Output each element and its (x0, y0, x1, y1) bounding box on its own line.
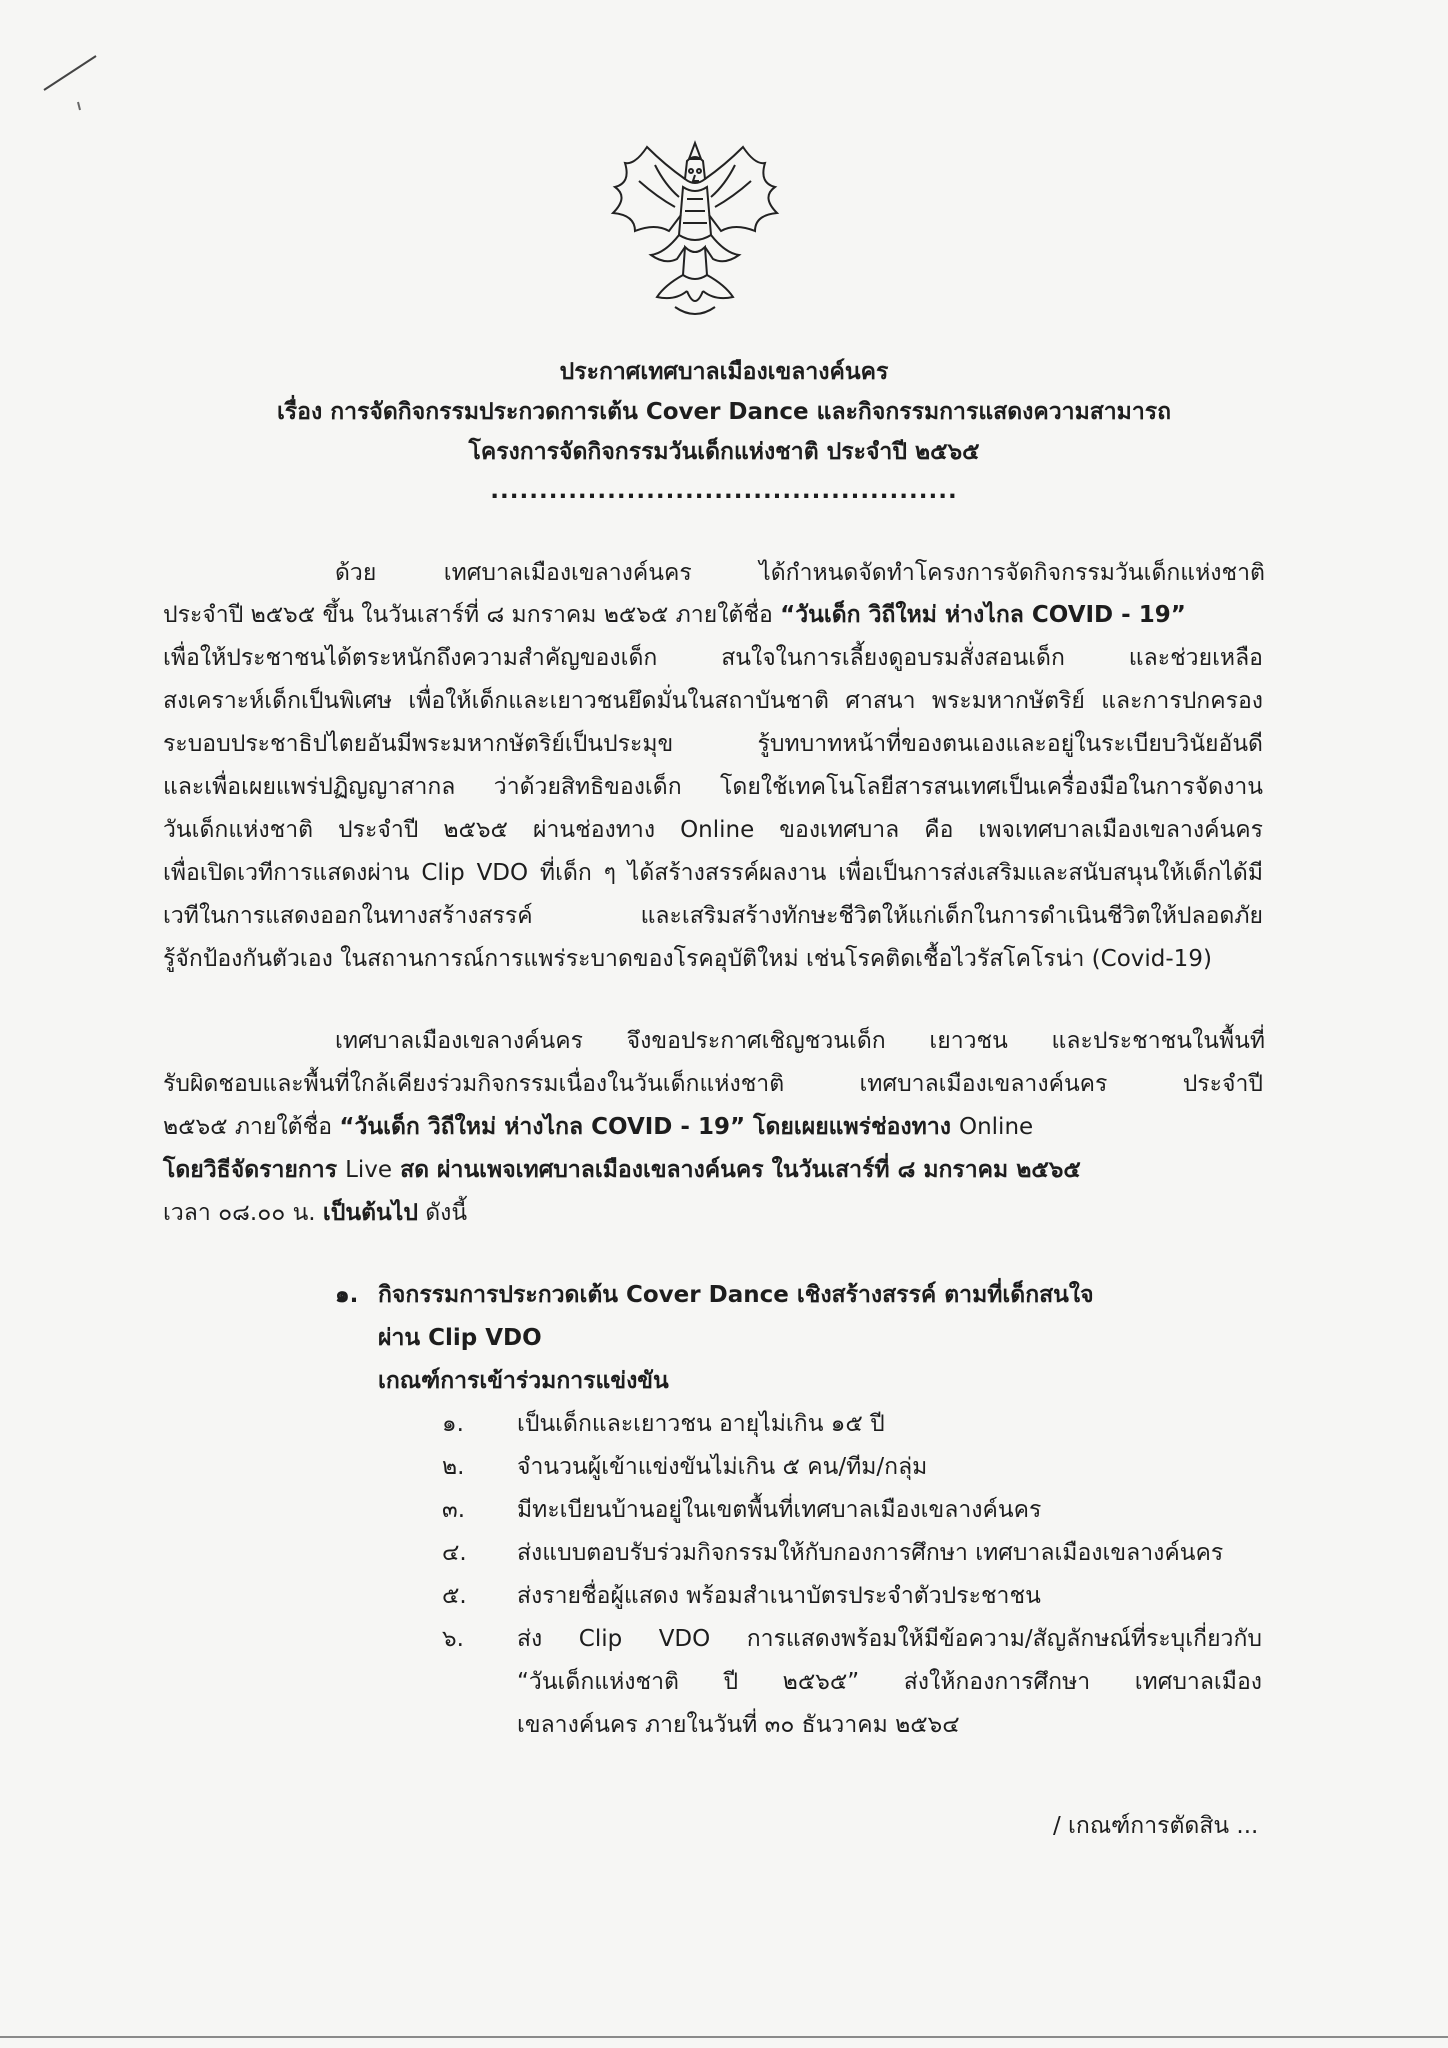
para1-line9: เวทีในการแสดงออกในทางสร้างสรรค์ และเสริมสร้างทักษะชีวิตให้แก่เด็กในการดำเนินชีวิตให้ปลอดภัย (163, 903, 1263, 929)
criteria-item-number: ๑. (442, 1411, 464, 1437)
event-name: “วันเด็ก วิถีใหม่ ห่างไกล COVID - 19” (780, 602, 1186, 628)
para1-line6: และเพื่อเผยแพร่ปฏิญญาสากล ว่าด้วยสิทธิของเด็ก โดยใช้เทคโนโลยีสารสนเทศเป็นเครื่องมือในการจัดงาน (163, 774, 1263, 800)
page-bottom-rule (0, 2036, 1448, 2038)
title-separator: ................................................ (490, 478, 958, 504)
criteria-item: ส่งแบบตอบรับร่วมกิจกรรมให้กับกองการศึกษา เทศบาลเมืองเขลางค์นคร (517, 1540, 1224, 1566)
para1-line2: ประจำปี ๒๕๖๕ ขึ้น ในวันเสาร์ที่ ๘ มกราคม ๒๕๖๕ ภายใต้ชื่อ “วันเด็ก วิถีใหม่ ห่างไกล COVID - 19” (163, 602, 1186, 628)
para1-line1: ด้วย เทศบาลเมืองเขลางค์นคร ได้กำหนดจัดทำโครงการจัดกิจกรรมวันเด็กแห่งชาติ (335, 560, 1265, 586)
section1-number: ๑. (335, 1282, 359, 1308)
criteria-item: จำนวนผู้เข้าแข่งขันไม่เกิน ๕ คน/ทีม/กลุ่ม (517, 1454, 928, 1480)
announcement-project: โครงการจัดกิจกรรมวันเด็กแห่งชาติ ประจำปี ๒๕๖๕ (468, 439, 980, 465)
criteria-item-number: ๖. (442, 1626, 464, 1652)
scan-mark (40, 50, 120, 120)
para1-line3: เพื่อให้ประชาชนได้ตระหนักถึงความสำคัญของเด็ก สนใจในการเลี้ยงดูอบรมสั่งสอนเด็ก และช่วยเหลือ (163, 645, 1263, 671)
para2-line1: เทศบาลเมืองเขลางค์นคร จึงขอประกาศเชิญชวนเด็ก เยาวชน และประชาชนในพื้นที่ (335, 1028, 1265, 1054)
criteria-item-number: ๒. (442, 1454, 465, 1480)
criteria-item-number: ๔. (442, 1540, 467, 1566)
para2-line4: โดยวิธีจัดรายการ Live สด ผ่านเพจเทศบาลเมืองเขลางค์นคร ในวันเสาร์ที่ ๘ มกราคม ๒๕๖๕ (163, 1157, 1081, 1183)
criteria-item-cont: เขลางค์นคร ภายในวันที่ ๓๐ ธันวาคม ๒๕๖๔ (517, 1712, 960, 1738)
criteria-item-number: ๓. (442, 1497, 466, 1523)
para2-line5: เวลา ๐๘.๐๐ น. เป็นต้นไป ดังนี้ (163, 1200, 468, 1226)
para1-line5: ระบอบประชาธิปไตยอันมีพระมหากษัตริย์เป็นประมุข รู้บทบาทหน้าที่ของตนเองและอยู่ในระเบียบวินัยอันดี (163, 731, 1263, 757)
continued-note: / เกณฑ์การตัดสิน ... (1053, 1813, 1259, 1839)
para2-line3: ๒๕๖๕ ภายใต้ชื่อ “วันเด็ก วิถีใหม่ ห่างไกล COVID - 19” โดยเผยแพร่ช่องทาง Online (163, 1114, 1034, 1140)
criteria-item-cont: “วันเด็กแห่งชาติ ปี ๒๕๖๕” ส่งให้กองการศึกษา เทศบาลเมือง (517, 1669, 1262, 1695)
para1-line7: วันเด็กแห่งชาติ ประจำปี ๒๕๖๕ ผ่านช่องทาง Online ของเทศบาล คือ เพจเทศบาลเมืองเขลางค์นคร (163, 817, 1263, 843)
criteria-item-number: ๕. (442, 1583, 467, 1609)
criteria-heading: เกณฑ์การเข้าร่วมการแข่งขัน (378, 1368, 669, 1394)
criteria-item: เป็นเด็กและเยาวชน อายุไม่เกิน ๑๕ ปี (517, 1411, 885, 1437)
criteria-item: มีทะเบียนบ้านอยู่ในเขตพื้นที่เทศบาลเมืองเขลางค์นคร (517, 1497, 1042, 1523)
announcement-title: ประกาศเทศบาลเมืองเขลางค์นคร (559, 359, 889, 385)
para1-line10: รู้จักป้องกันตัวเอง ในสถานการณ์การแพร่ระบาดของโรคอุบัติใหม่ เช่นโรคติดเชื้อไวรัสโคโรน่า (Covid-19) (163, 946, 1212, 972)
criteria-item: ส่งรายชื่อผู้แสดง พร้อมสำเนาบัตรประจำตัวประชาชน (517, 1583, 1041, 1609)
section1-title: กิจกรรมการประกวดเต้น Cover Dance เชิงสร้างสรรค์ ตามที่เด็กสนใจ (378, 1282, 1094, 1308)
criteria-item: ส่ง Clip VDO การแสดงพร้อมให้มีข้อความ/สัญลักษณ์ที่ระบุเกี่ยวกับ (517, 1626, 1262, 1652)
section1-title-cont: ผ่าน Clip VDO (378, 1325, 542, 1351)
announcement-subject: เรื่อง การจัดกิจกรรมประกวดการเต้น Cover Dance และกิจกรรมการแสดงความสามารถ (276, 399, 1172, 425)
para2-line2: รับผิดชอบและพื้นที่ใกล้เคียงร่วมกิจกรรมเนื่องในวันเด็กแห่งชาติ เทศบาลเมืองเขลางค์นคร ประจำปี (163, 1071, 1263, 1097)
garuda-emblem (595, 135, 795, 325)
para1-line4: สงเคราะห์เด็กเป็นพิเศษ เพื่อให้เด็กและเยาวชนยึดมั่นในสถาบันชาติ ศาสนา พระมหากษัตริย์ และการปกครอง (163, 688, 1263, 714)
para1-line8: เพื่อเปิดเวทีการแสดงผ่าน Clip VDO ที่เด็ก ๆ ได้สร้างสรรค์ผลงาน เพื่อเป็นการส่งเสริมและสนับสนุนให้เด็กได้มี (163, 860, 1263, 886)
